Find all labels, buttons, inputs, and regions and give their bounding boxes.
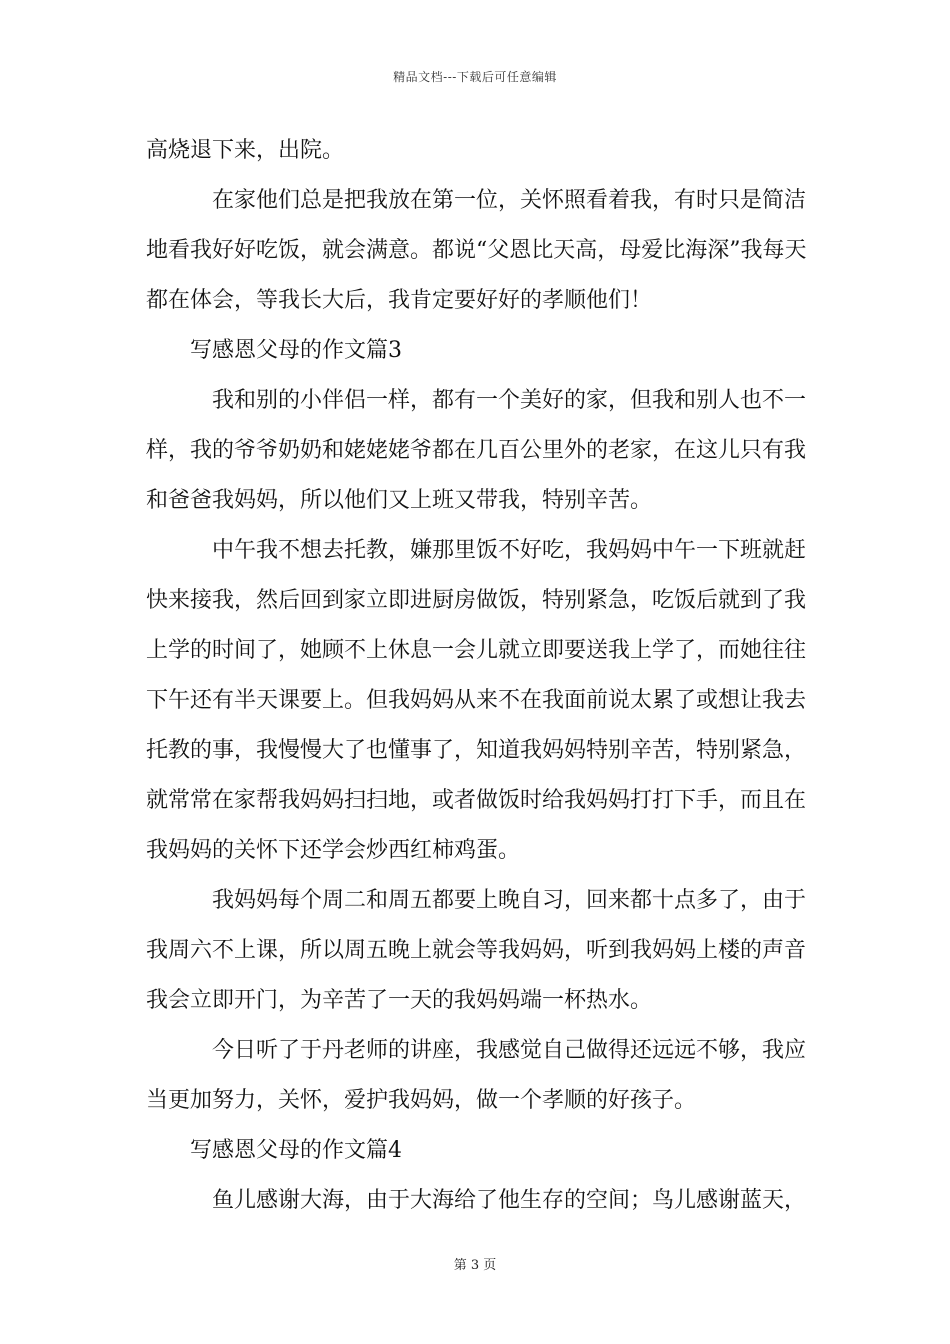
paragraph: 我和别的小伴侣一样，都有一个美好的家，但我和别人也不一样，我的爷爷奶奶和姥姥姥爷都在几百公里外的老家，在这儿只有我和爸爸我妈妈，所以他们又上班又带我，特别辛苦。 — [146, 388, 807, 513]
section-heading: 写感恩父母的作文篇3 — [190, 338, 402, 363]
paragraph: 今日听了于丹老师的讲座，我感觉自己做得还远远不够，我应当更加努力，关怀，爱护我妈妈，做一个孝顺的好孩子。 — [146, 1038, 807, 1113]
paragraph: 鱼儿感谢大海，由于大海给了他生存的空间；鸟儿感谢蓝天， — [212, 1188, 807, 1213]
paragraph-continuation: 高烧退下来，出院。 — [146, 138, 345, 163]
paragraph: 中午我不想去托教，嫌那里饭不好吃，我妈妈中午一下班就赶快来接我，然后回到家立即进厨房做饭，特别紧急，吃饭后就到了我上学的时间了，她顾不上休息一会儿就立即要送我上学了，而她往往下午还有半天课要上。但我妈妈从来不在我面前说太累了或想让我去托教的事，我慢慢大了也懂事了，知道我妈妈特别辛苦，特别紧急，就常常在家帮我妈妈扫扫地，或者做饭时给我妈妈打打下手，而且在我妈妈的关怀下还学会炒西红柿鸡蛋。 — [146, 538, 807, 863]
page-header: 精品文档---下载后可任意编辑 — [393, 70, 557, 84]
page-number: 第 3 页 — [453, 1258, 497, 1273]
paragraph: 在家他们总是把我放在第一位，关怀照看着我，有时只是简洁地看我好好吃饭，就会满意。都说“父恩比天高，母爱比海深”我每天都在体会，等我长大后，我肯定要好好的孝顺他们！ — [146, 188, 807, 313]
section-heading: 写感恩父母的作文篇4 — [190, 1138, 402, 1163]
paragraph: 我妈妈每个周二和周五都要上晚自习，回来都十点多了，由于我周六不上课，所以周五晚上就会等我妈妈，听到我妈妈上楼的声音我会立即开门，为辛苦了一天的我妈妈端一杯热水。 — [146, 888, 807, 1013]
document-body — [146, 126, 810, 1226]
